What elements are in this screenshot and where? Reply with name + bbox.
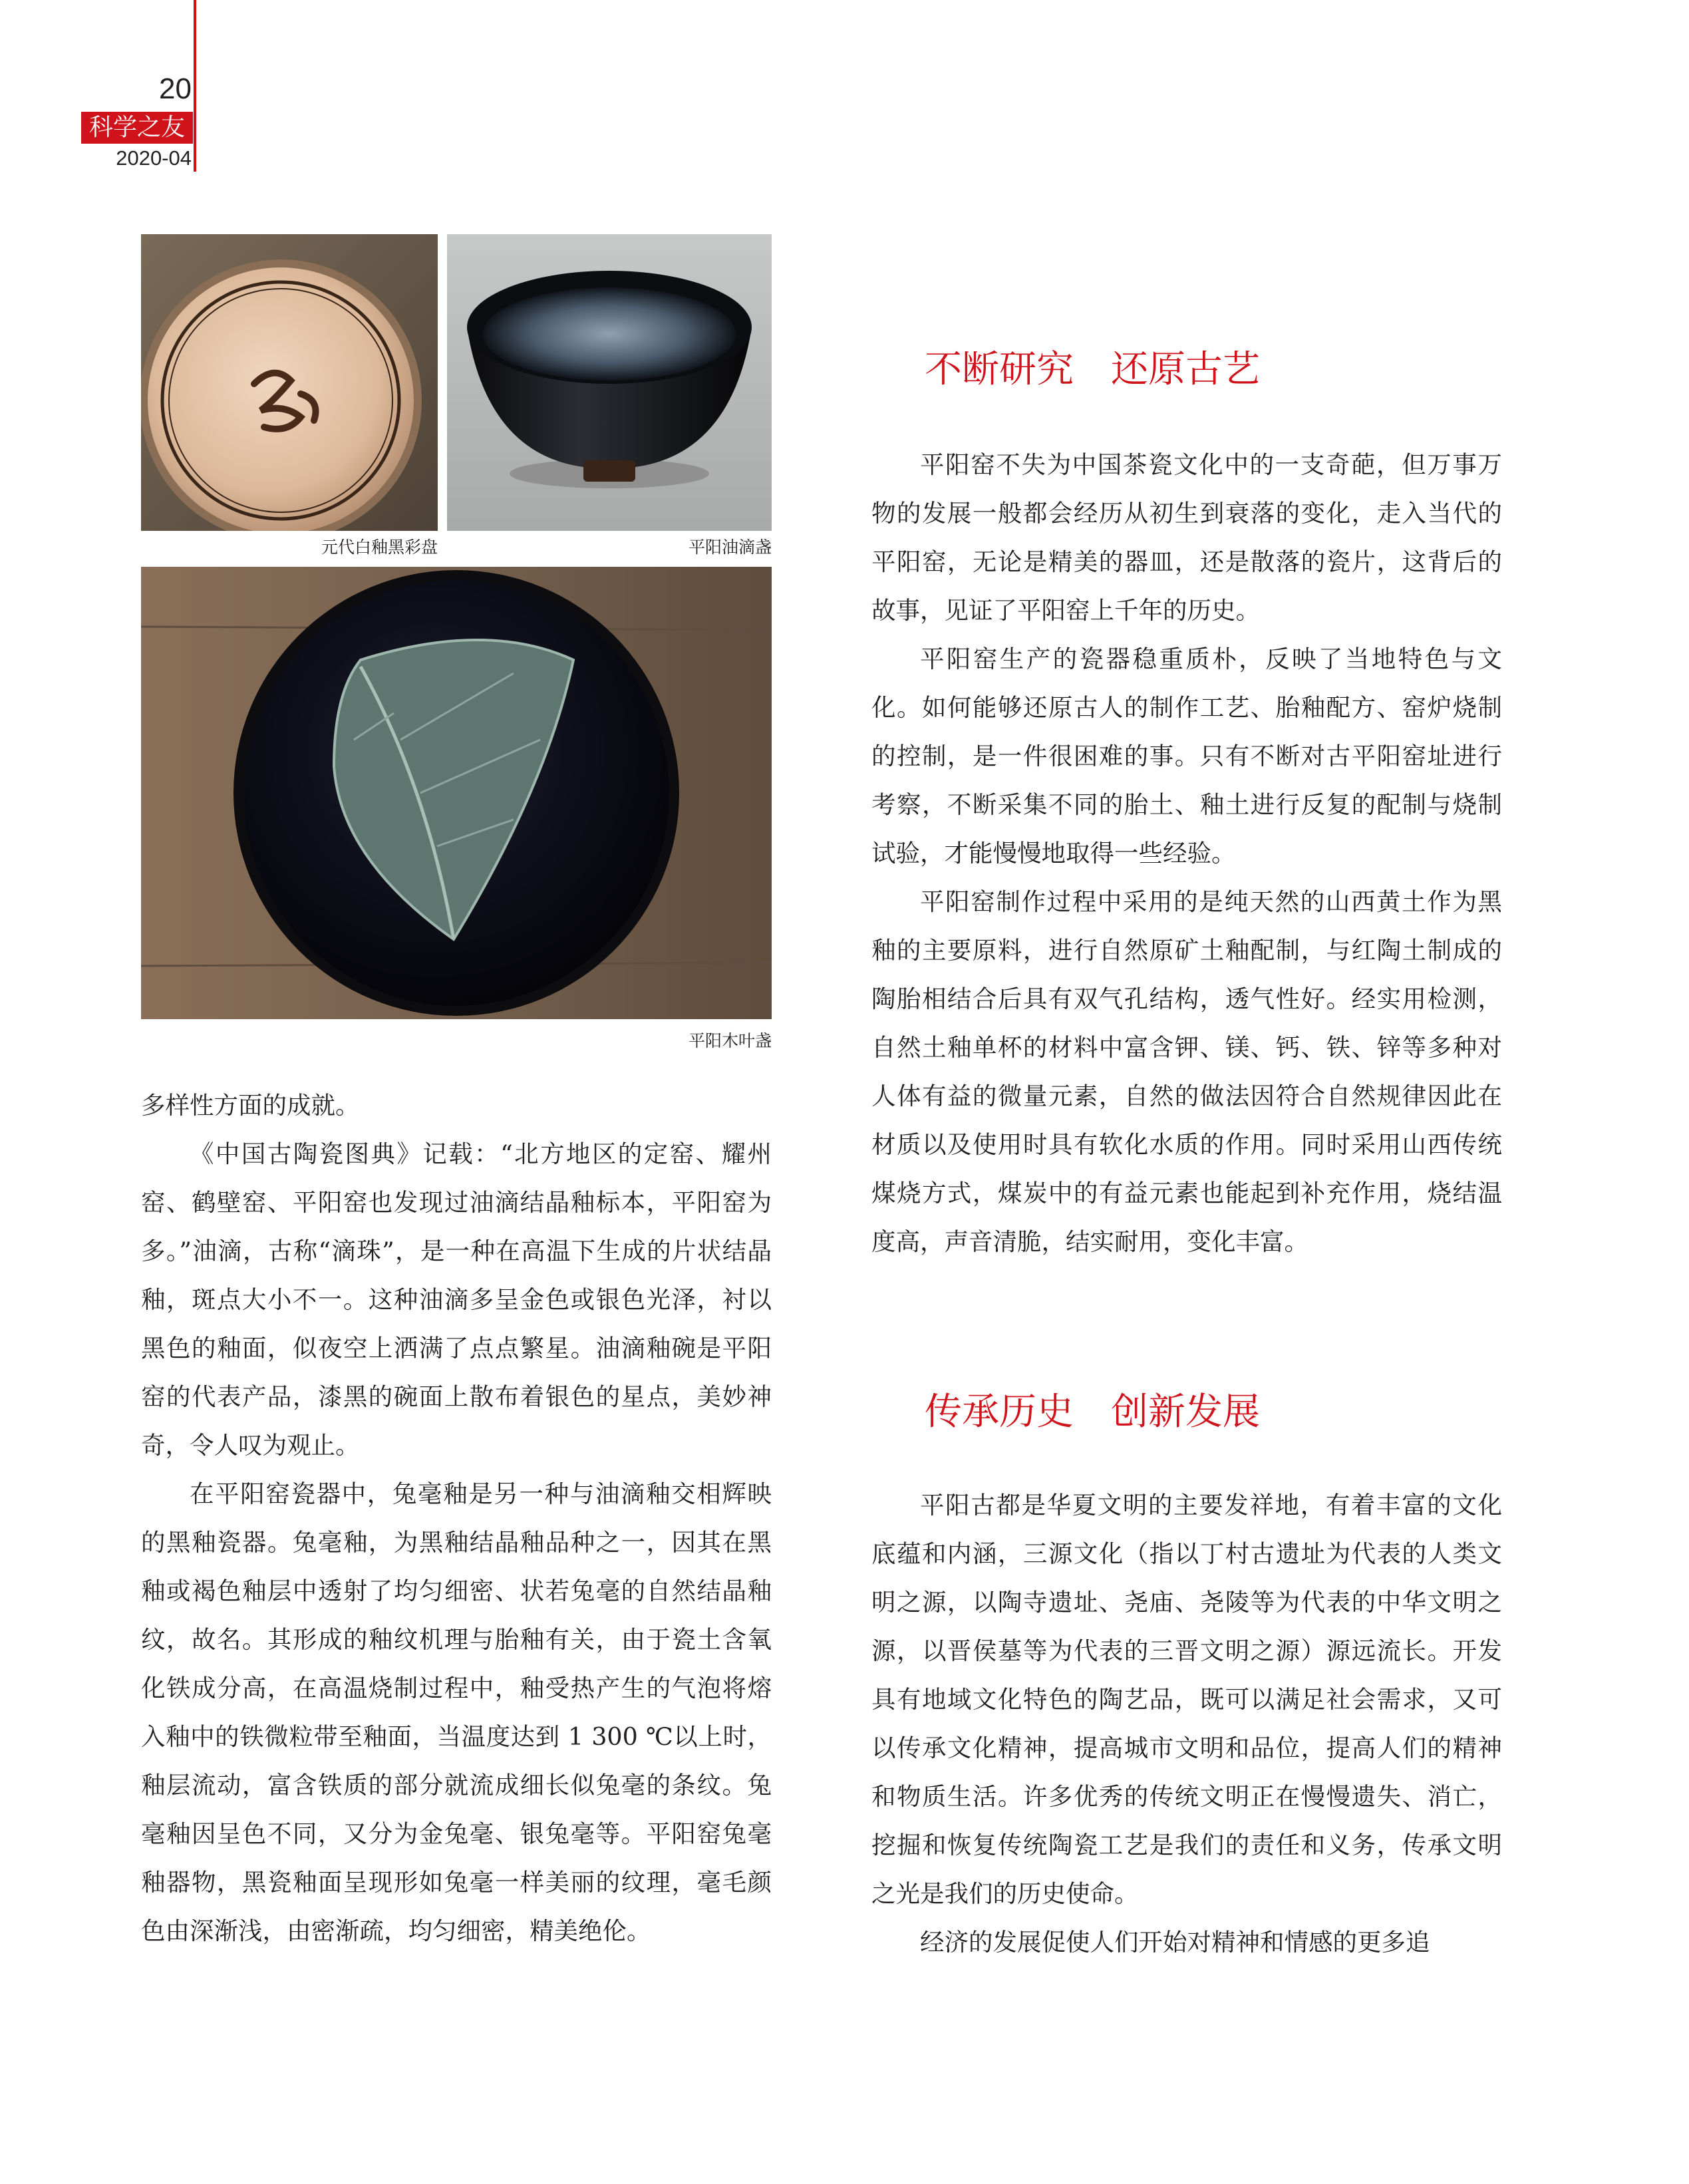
magazine-name: 科学之友 (81, 112, 193, 144)
photo-oil-spot-bowl (447, 234, 772, 531)
paragraph: 平阳窑不失为中国茶瓷文化中的一支奇葩，但万事万物的发展一般都会经历从初生到衰落的变化，走入当代的平阳窑，无论是精美的器皿，还是散落的瓷片，这背后的故事，见证了平阳窑上千年的历史。 (871, 450, 1502, 625)
caption-white-glaze-plate: 元代白釉黑彩盘 (321, 538, 438, 557)
header-rule (194, 0, 196, 172)
right-column-section2 (871, 1481, 1502, 1966)
caption-oil-spot-bowl: 平阳油滴盏 (688, 538, 772, 557)
bowl-illustration (447, 234, 772, 531)
photo-leaf-bowl (141, 567, 772, 1019)
paragraph: 在平阳窑瓷器中，兔毫釉是另一种与油滴釉交相辉映的黑釉瓷器。兔毫釉，为黑釉结晶釉品种之一，因其在黑釉或褐色釉层中透射了均匀细密、状若兔毫的自然结晶釉纹，故名。其形成的釉纹机理与胎釉有关，由于瓷土含氧化铁成分高，在高温烧制过程中，釉受热产生的气泡将熔入釉中的铁微粒带至釉面，当温度达到 1 300 ℃以上时，釉层流动，富含铁质的部分就流成细长似兔毫的条纹。兔毫釉因呈色不同，又分为金兔毫、银兔毫等。平阳窑兔毫釉器物，黑瓷釉面呈现形如兔毫一样美丽的纹理，毫毛颜色由深渐浅，由密渐疏，均匀细密，精美绝伦。 (141, 1480, 772, 1945)
issue-date: 2020-04 (116, 146, 192, 170)
paragraph: 平阳古都是华夏文明的主要发祥地，有着丰富的文化底蕴和内涵，三源文化（指以丁村古遗址为代表的人类文明之源，以陶寺遗址、尧庙、尧陵等为代表的中华文明之源，以晋侯墓等为代表的三晋文明之源）源远流长。开发具有地域文化特色的陶艺品，既可以满足社会需求，又可以传承文化精神，提高城市文明和品位，提高人们的精神和物质生活。许多优秀的传统文明正在慢慢遗失、消亡，挖掘和恢复传统陶瓷工艺是我们的责任和义务，传承文明之光是我们的历史使命。 (871, 1491, 1502, 1908)
leaf-bowl-illustration (141, 567, 772, 1019)
right-column-section1 (871, 440, 1502, 1266)
section-heading-heritage: 传承历史 创新发展 (925, 1390, 1260, 1434)
paragraph: 经济的发展促使人们开始对精神和情感的更多追 (920, 1928, 1430, 1956)
photo-white-glaze-plate (141, 234, 438, 531)
caption-leaf-bowl: 平阳木叶盏 (688, 1031, 772, 1050)
section-heading-research: 不断研究 还原古艺 (925, 348, 1260, 391)
paragraph: 《中国古陶瓷图典》记载：“北方地区的定窑、耀州窑、鹤壁窑、平阳窑也发现过油滴结晶釉标本，平阳窑为多。”油滴，古称“滴珠”，是一种在高温下生成的片状结晶釉，斑点大小不一。这种油滴多呈金色或银色光泽，衬以黑色的釉面，似夜空上洒满了点点繁星。油滴釉碗是平阳窑的代表产品，漆黑的碗面上散布着银色的星点，美妙神奇，令人叹为观止。 (141, 1140, 772, 1460)
paragraph: 平阳窑生产的瓷器稳重质朴，反映了当地特色与文化。如何能够还原古人的制作工艺、胎釉配方、窑炉烧制的控制，是一件很困难的事。只有不断对古平阳窑址进行考察，不断采集不同的胎土、釉土进行反复的配制与烧制试验，才能慢慢地取得一些经验。 (871, 645, 1502, 867)
page-number: 20 (159, 73, 192, 105)
plate-illustration (141, 234, 438, 531)
paragraph: 平阳窑制作过程中采用的是纯天然的山西黄土作为黑釉的主要原料，进行自然原矿土釉配制，与红陶土制成的陶胎相结合后具有双气孔结构，透气性好。经实用检测，自然土釉单杯的材料中富含钾、镁、钙、铁、锌等多种对人体有益的微量元素，自然的做法因符合自然规律因此在材质以及使用时具有软化水质的作用。同时采用山西传统煤烧方式，煤炭中的有益元素也能起到补充作用，烧结温度高，声音清脆，结实耐用，变化丰富。 (871, 887, 1502, 1256)
left-column (141, 1081, 772, 1955)
paragraph: 多样性方面的成就。 (141, 1091, 360, 1120)
